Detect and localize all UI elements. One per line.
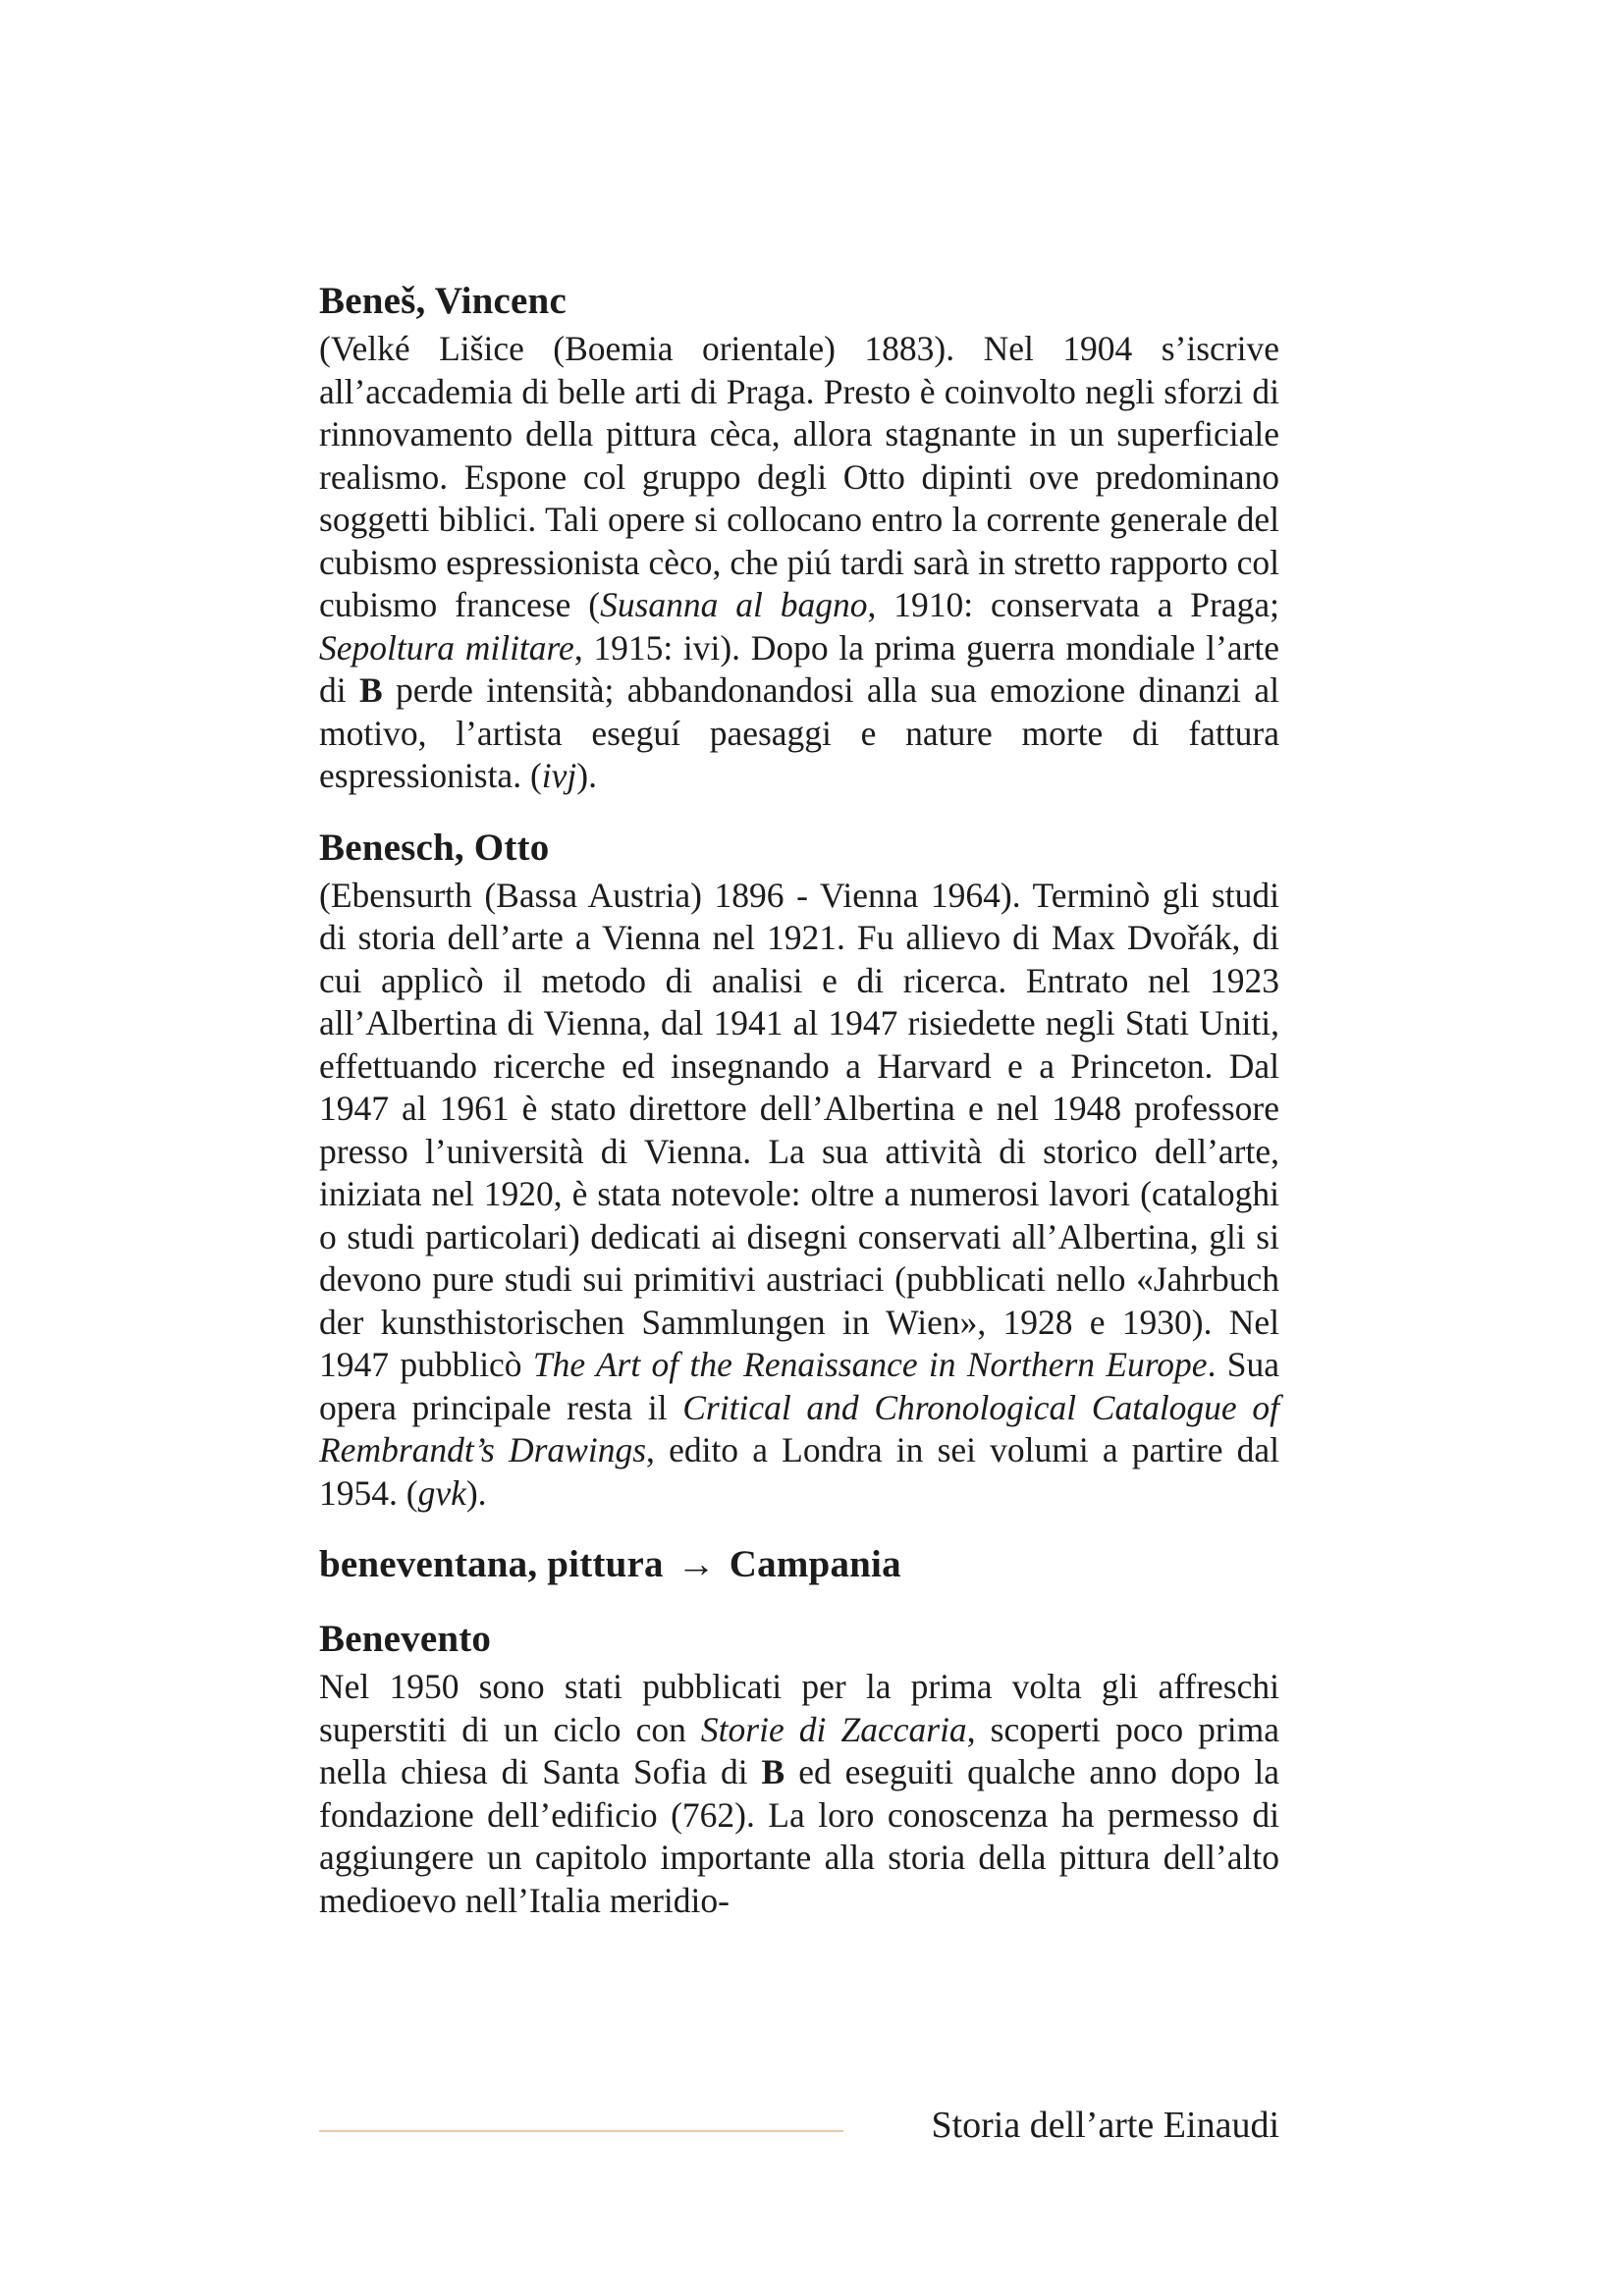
text-run: perde intensità; abbandonandosi alla sua emozione dinanzi al motivo, l’artista eseguí paesaggi e nature morte di fattura espressionista. ( [319,670,1280,795]
cross-reference-heading [319,1540,1279,1589]
artwork-title: Susanna al bagno [600,585,868,624]
cross-reference-link[interactable]: Campania [729,1543,901,1585]
arrow-right-icon: → [676,1543,716,1585]
text-run: ). [576,756,597,795]
headword-abbrev: B [761,1752,785,1791]
text-run: (Ebensurth (Bassa Austria) 1896 - Vienna 1964). Terminò gli studi di storia dell’arte a Vienna nel 1921. Fu allievo di Max Dvořák, di cui applicò il metodo di analisi e di ricerca. Entrato nel 1923 all’Albertina di Vienna, dal 1941 al 1947 risiedette negli Stati Uniti, effettuando ricerche ed insegnando a Harvard e a Princeton. Dal 1947 al 1961 è stato direttore dell’Albertina e nel 1948 professore presso l’università di Vienna. La sua attività di storico dell’arte, iniziata nel 1920, è stata notevole: oltre a numerosi lavori (cataloghi o studi particolari) dedicati ai disegni conservati all’Albertina, gli si devono pure studi sui primitivi austriaci (pubblicati nello «Jahrbuch der kunsthistorischen Sammlungen in Wien», 1928 e 1930). Nel 1947 pubblicò [319,875,1279,1384]
entry-benes-vincenc [319,277,1279,798]
footer-title: Storia dell’arte Einaudi [931,2105,1279,2146]
footer-divider [319,2130,843,2132]
text-run: , edito a Londra in sei volumi a partire dal 1954. ( [319,1430,1279,1513]
artwork-title: Storie di Zaccaria [700,1709,967,1749]
entry-body [319,1666,1279,1922]
entry-body [319,328,1279,798]
book-title: Critical and Chronological Catalogue of Rembrandt’s Drawings [319,1387,1279,1469]
entry-headword: Beneš, Vincenc [319,280,567,322]
entry-benesch-otto [319,824,1279,1516]
entry-beneventana-pittura [319,1540,1279,1589]
entry-body [319,875,1279,1516]
dictionary-column [319,277,1279,1922]
text-run: (Velké Lišice (Boemia orientale) 1883). Nel 1904 s’iscrive all’accademia di belle arti di Praga. Presto è coinvolto negli sforzi di rinnovamento della pittura cèca, allora stagnante in un superficiale realismo. Espone col gruppo degli Otto dipinti ove predominano soggetti biblici. Tali opere si collocano entro la corrente generale del cubismo espressionista cèco, che piú tardi sarà in stretto rapporto col cubismo francese ( [319,329,1279,624]
text-run: , scoperti poco prima nella chiesa di Santa Sofia di [319,1709,1279,1791]
text-run: ed eseguiti qualche anno dopo la fondazione dell’edificio (762). La loro conoscenza ha permesso di aggiungere un capitolo importante alla storia della pittura dell’alto medioevo nell’Italia meridio- [319,1752,1279,1920]
text-run: . Sua opera principale resta il [319,1345,1280,1427]
text-run: , 1910: conservata a Praga; [867,585,1280,624]
author-initials: gvk [417,1472,466,1513]
text-run: Nel 1950 sono stati pubblicati per la prima volta gli affreschi superstiti di un ciclo con [319,1667,1279,1749]
entry-headword: beneventana, pittura [319,1543,664,1585]
text-run: , 1915: ivi). Dopo la prima guerra mondiale l’arte di [319,627,1279,710]
artwork-title: Sepoltura militare [319,627,574,667]
text-run: ). [465,1472,487,1513]
entry-benevento [319,1615,1279,1922]
author-initials: ivj [541,756,577,795]
headword-abbrev: B [359,670,383,710]
page-footer [319,2101,1279,2150]
entry-headword: Benesch, Otto [319,826,550,869]
entry-headword: Benevento [319,1618,492,1660]
book-title: The Art of the Renaissance in Northern Europe [532,1345,1208,1384]
